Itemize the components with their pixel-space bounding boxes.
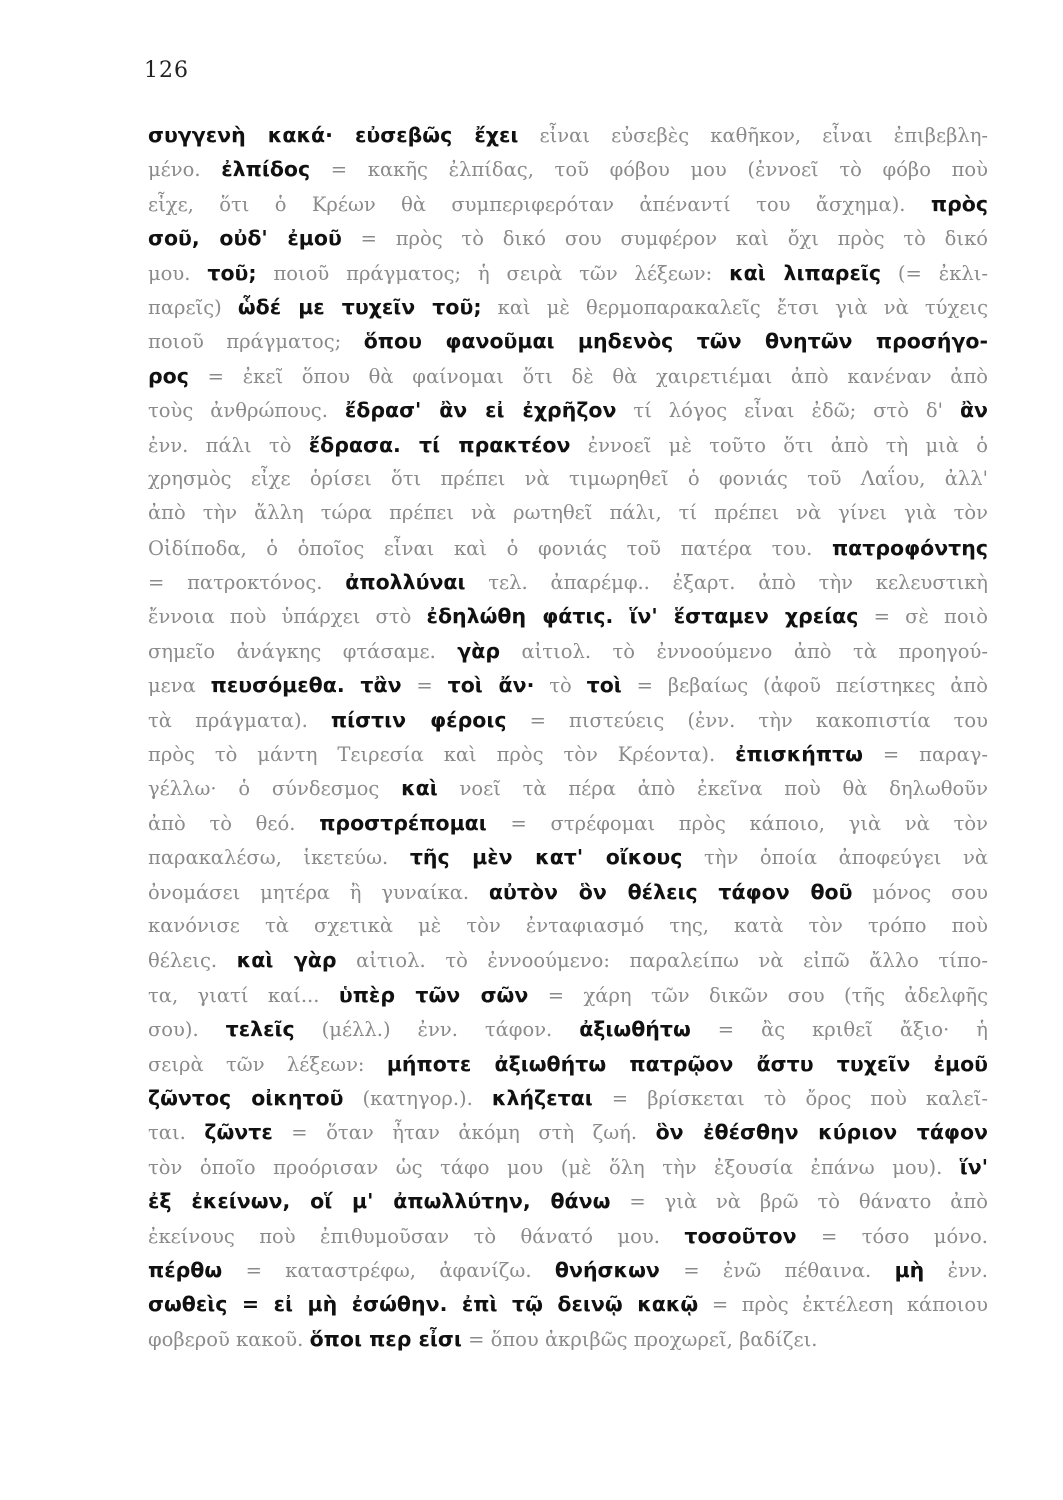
text-line [148, 599, 988, 633]
text-line [148, 1115, 988, 1149]
lemma-text: τοῦ; [207, 260, 257, 285]
gloss-text: γέλλω· ὁ σύνδεσμος [148, 777, 402, 801]
gloss-text: ποιοῦ πράγματος; [148, 330, 364, 354]
text-line [148, 1081, 988, 1115]
lemma-text: πευσόμεθα. τἂν [210, 673, 402, 698]
gloss-text: = παραγ- [862, 743, 988, 767]
gloss-text: εἶναι εὐσεβὲς καθῆκον, εἶναι ἐπιβεβλη- [518, 124, 988, 147]
lemma-text: μὴ [894, 1257, 925, 1282]
gloss-text: = ὅπου ἀκριβῶς προχωρεῖ, βαδίζει. [461, 1327, 818, 1351]
text-line [148, 428, 988, 462]
text-line [148, 909, 988, 943]
gloss-text: = γιὰ νὰ βρῶ τὸ θάνατο ἀπὸ [610, 1190, 988, 1214]
lemma-text: ὑπὲρ τῶν σῶν [338, 982, 529, 1007]
text-line [148, 806, 988, 840]
gloss-text: ποιοῦ πράγματος; ἡ σειρὰ τῶν λέξεων: [256, 261, 730, 285]
text-line [148, 531, 988, 565]
lemma-text: ἐλπίδος [221, 157, 311, 182]
lemma-text: προστρέπομαι [319, 810, 487, 835]
text-line [148, 1012, 988, 1046]
lemma-text: ρος [148, 363, 189, 388]
gloss-text: = [401, 674, 448, 698]
gloss-text: Οἰδίποδα, ὁ ὁποῖος εἶναι καὶ ὁ φονιάς τοῦ πατέρα του. [148, 536, 832, 560]
gloss-text: = τόσο μόνο. [796, 1224, 988, 1248]
text-line [148, 462, 988, 496]
lemma-text: ζῶντος οἰκητοῦ [148, 1085, 344, 1110]
lemma-text: ἀξιωθήτω [579, 1017, 691, 1042]
gloss-text: = βρίσκεται τὸ ὄρος ποὺ καλεῖ- [592, 1086, 988, 1110]
text-line [148, 875, 988, 909]
gloss-text: = πρὸς ἐκτέλεση κάποιου [698, 1293, 988, 1317]
lemma-text: ὅποι περ εἶσι [309, 1326, 462, 1351]
lemma-text: σωθεὶς = εἰ μὴ ἐσώθην. ἐπὶ τῷ δεινῷ κακῷ [148, 1292, 699, 1317]
gloss-text: (= ἐκλι- [881, 261, 988, 285]
gloss-text: ἀπὸ τὸ θεό. [148, 811, 320, 835]
gloss-text: τελ. ἀπαρέμφ.. ἐξαρτ. ἀπὸ τὴν κελευστικὴ [465, 571, 988, 595]
gloss-text: τὰ πράγματα). [148, 708, 331, 732]
gloss-text: θέλεις. [148, 949, 237, 973]
gloss-text: = χάρη τῶν δικῶν σου (τῆς ἀδελφῆς [528, 983, 989, 1007]
lemma-text: τελεῖς [225, 1017, 295, 1042]
lemma-text: συγγενὴ κακά· εὐσεβῶς ἔχει [148, 123, 519, 147]
lemma-text: πίστιν φέροις [330, 707, 507, 732]
gloss-text: κανόνισε τὰ σχετικὰ μὲ τὸν ἐνταφιασμό της, κατὰ τὸν τρόπο ποὺ [148, 913, 988, 937]
gloss-text: = ἐνῶ πέθαινα. [659, 1258, 895, 1282]
text-line [148, 187, 988, 221]
gloss-text: = κακῆς ἐλπίδας, τοῦ φόβου μου (ἐννοεῖ τὸ φόβο ποὺ [310, 158, 988, 182]
gloss-text: μένο. [148, 158, 222, 182]
gloss-text: = ἂς κριθεῖ ἄξιο· ἡ [690, 1018, 988, 1042]
text-line [148, 256, 988, 290]
gloss-text: παρεῖς) [148, 295, 238, 319]
gloss-text: ἐνν. πάλι τὸ [148, 433, 309, 457]
gloss-text: = πιστεύεις (ἐνν. τὴν κακοπιστία του [506, 708, 989, 732]
gloss-text: μου. [148, 261, 208, 285]
gloss-text: τὴν ὁποία ἀποφεύγει νὰ [682, 846, 988, 870]
text-line [148, 703, 988, 737]
text-line [148, 565, 988, 599]
gloss-text: ἐννοεῖ μὲ τοῦτο ὅτι ἀπὸ τὴ μιὰ ὁ [570, 433, 989, 457]
lemma-text: ἔδρασ' ἂν εἰ ἐχρῆζον [344, 398, 617, 423]
lemma-text: καὶ λιπαρεῖς [729, 260, 882, 285]
gloss-text: πρὸς τὸ μάντη Τειρεσία καὶ πρὸς τὸν Κρέοντα). [148, 743, 736, 767]
gloss-text: μενα [148, 674, 211, 698]
text-line [148, 118, 988, 152]
gloss-text: σειρὰ τῶν λέξεων: [148, 1052, 387, 1076]
lemma-text: ἔδρασα. τί πρακτέον [308, 432, 571, 457]
lemma-text: πρὸς [930, 191, 988, 216]
gloss-text: (μέλλ.) ἐνν. τάφον. [294, 1018, 580, 1042]
gloss-text: εἶχε, ὅτι ὁ Κρέων θὰ συμπεριφερόταν ἀπέναντί του ἄσχημα). [148, 192, 931, 216]
gloss-text: ἀπὸ τὴν ἄλλη τώρα πρέπει νὰ ρωτηθεῖ πάλι, τί πρέπει νὰ γίνει γιὰ τὸν [148, 501, 988, 525]
lemma-text: μήποτε ἀξιωθήτω πατρῷον ἄστυ τυχεῖν ἐμοῦ [386, 1051, 988, 1076]
gloss-text: νοεῖ τὰ πέρα ἀπὸ ἐκεῖνα ποὺ θὰ δηλωθοῦν [437, 777, 988, 801]
gloss-text: τοὺς ἀνθρώπους. [148, 399, 345, 423]
text-line [148, 393, 988, 427]
gloss-text: αἰτιολ. τὸ ἐννοούμενο: παραλείπω νὰ εἰπῶ ἄλλο τίπο- [336, 949, 988, 973]
text-line [148, 324, 988, 358]
lemma-text: τῆς μὲν κατ' οἴκους [409, 845, 683, 870]
gloss-text: χρησμὸς εἶχε ὁρίσει ὅτι πρέπει νὰ τιμωρηθεῖ ὁ φονιάς τοῦ Λαΐου, ἀλλ' [148, 466, 988, 490]
lemma-text: αὐτὸν ὃν θέλεις τάφον θοῦ [488, 879, 853, 904]
gloss-text: τὸ [534, 674, 587, 698]
gloss-text: τὸν ὁποῖο προόρισαν ὡς τάφο μου (μὲ ὅλη τὴν ἐξουσία ἐπάνω μου). [148, 1155, 960, 1179]
gloss-text: = ἐκεῖ ὅπου θὰ φαίνομαι ὅτι δὲ θὰ χαιρετιέμαι ἀπὸ κανέναν ἀπὸ [188, 364, 988, 388]
lemma-text: ἂν [959, 398, 988, 423]
lemma-text: ἐπισκήπτω [735, 742, 863, 767]
text-line [148, 1287, 988, 1321]
gloss-text: = ὅταν ἦταν ἀκόμη στὴ ζωή. [272, 1121, 656, 1145]
text-line [148, 290, 988, 324]
gloss-text: ται. [148, 1121, 205, 1145]
lemma-text: ἵν' [959, 1154, 988, 1179]
gloss-text: τα, γιατί καί... [148, 983, 339, 1007]
text-line [148, 221, 988, 255]
text-line [148, 840, 988, 874]
gloss-text: ἔννοια ποὺ ὑπάρχει στὸ [148, 605, 427, 629]
text-line [148, 1150, 988, 1184]
gloss-text: = βεβαίως (ἀφοῦ πείστηκες ἀπὸ [621, 674, 988, 698]
text-line [148, 634, 988, 668]
gloss-text: = πρὸς τὸ δικό σου συμφέρον καὶ ὄχι πρὸς τὸ δικό [341, 227, 988, 251]
text-line [148, 152, 988, 186]
commentary-text [148, 118, 988, 1356]
lemma-text: καὶ [401, 776, 438, 801]
gloss-text: = πατροκτόνος. [148, 571, 346, 595]
gloss-text: μόνος σου [852, 880, 988, 904]
lemma-text: πατροφόντης [831, 535, 988, 560]
lemma-text: πέρθω [148, 1257, 223, 1282]
lemma-text: θνήσκων [554, 1257, 660, 1282]
gloss-text: (κατηγορ.). [343, 1086, 492, 1110]
text-line [148, 1253, 988, 1287]
gloss-text: ἐνν. [924, 1258, 989, 1282]
gloss-text: σου). [148, 1018, 226, 1042]
gloss-text: καὶ μὲ θερμοπαρακαλεῖς ἔτσι γιὰ νὰ τύχεις [481, 295, 988, 319]
gloss-text: αἰτιολ. τὸ ἐννοούμενο ἀπὸ τὰ προηγού- [500, 639, 988, 663]
text-line [148, 359, 988, 393]
text-line [148, 496, 988, 530]
lemma-text: ἀπολλύναι [345, 570, 466, 595]
lemma-text: ὅπου φανοῦμαι μηδενὸς τῶν θνητῶν προσήγο- [363, 329, 989, 354]
text-line [148, 771, 988, 805]
gloss-text: = καταστρέφω, ἀφανίζω. [222, 1258, 555, 1282]
text-line [148, 1219, 988, 1253]
text-line [148, 1184, 988, 1218]
lemma-text: ἐξ ἐκείνων, οἵ μ' ἀπωλλύτην, θάνω [148, 1189, 611, 1214]
gloss-text: φοβεροῦ κακοῦ. [148, 1327, 310, 1351]
lemma-text: τοσοῦτον [684, 1223, 797, 1248]
text-line [148, 943, 988, 977]
lemma-text: γὰρ [457, 638, 500, 663]
gloss-text: παρακαλέσω, ἱκετεύω. [148, 846, 410, 870]
text-line [148, 978, 988, 1012]
text-line [148, 668, 988, 702]
gloss-text: = στρέφομαι πρὸς κάποιο, γιὰ νὰ τὸν [486, 811, 988, 835]
gloss-text: = σὲ ποιὸ [858, 605, 988, 629]
gloss-text: τί λόγος εἶναι ἐδῶ; στὸ δ' [616, 399, 960, 423]
page-number: 126 [144, 58, 189, 83]
lemma-text: κλήζεται [491, 1085, 593, 1110]
lemma-text: ἐδηλώθη φάτις. ἵν' ἕσταμεν χρείας [426, 604, 859, 629]
text-line [148, 1322, 988, 1356]
gloss-text: σημεῖο ἀνάγκης φτάσαμε. [148, 639, 458, 663]
text-line [148, 737, 988, 771]
gloss-text: ἐκείνους ποὺ ἐπιθυμοῦσαν τὸ θάνατό μου. [148, 1224, 685, 1248]
gloss-text: ὀνομάσει μητέρα ἢ γυναίκα. [148, 880, 489, 904]
lemma-text: σοῦ, οὐδ' ἐμοῦ [148, 226, 342, 251]
lemma-text: ζῶντε [204, 1120, 273, 1145]
lemma-text: τοὶ [586, 673, 622, 698]
lemma-text: ὧδέ με τυχεῖν τοῦ; [237, 294, 482, 319]
lemma-text: τοὶ ἄν· [447, 673, 535, 698]
text-line [148, 1047, 988, 1081]
lemma-text: ὃν ἐθέσθην κύριον τάφον [655, 1120, 988, 1145]
lemma-text: καὶ γὰρ [236, 948, 337, 973]
